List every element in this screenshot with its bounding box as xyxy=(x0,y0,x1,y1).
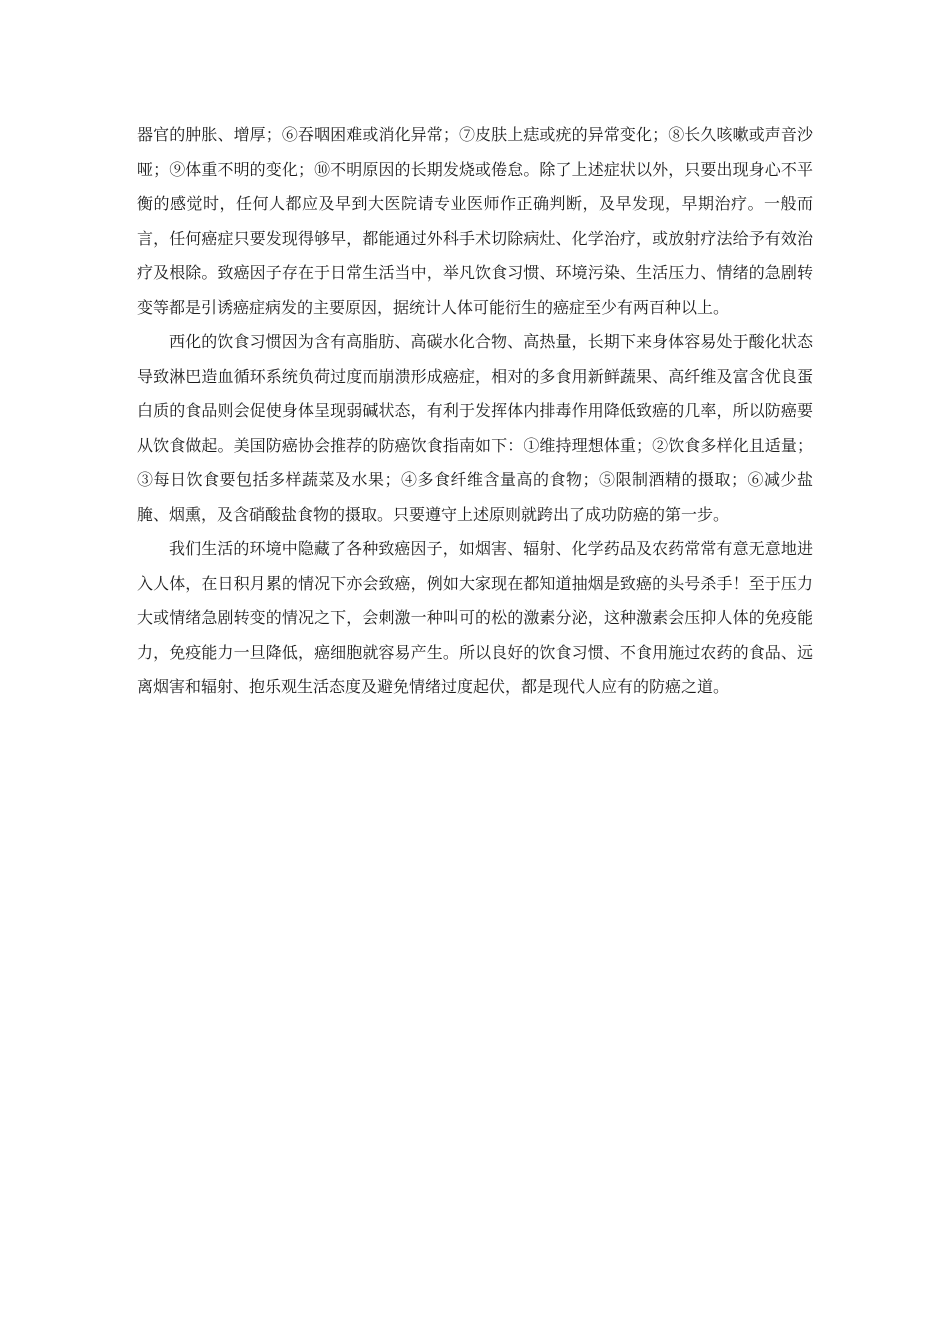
document-page xyxy=(137,118,813,705)
paragraph-environment: 我们生活的环境中隐藏了各种致癌因子，如烟害、辐射、化学药品及农药常常有意无意地进入人体，在日积月累的情况下亦会致癌，例如大家现在都知道抽烟是致癌的头号杀手！至于压力大或情绪急剧转变的情况之下，会刺激一种叫可的松的激素分泌，这种激素会压抑人体的免疫能力，免疫能力一旦降低，癌细胞就容易产生。所以良好的饮食习惯、不食用施过农药的食品、远离烟害和辐射、抱乐观生活态度及避免情绪过度起伏，都是现代人应有的防癌之道。 xyxy=(137,539,813,696)
paragraph-diet: 西化的饮食习惯因为含有高脂肪、高碳水化合物、高热量，长期下来身体容易处于酸化状态导致淋巴造血循环系统负荷过度而崩溃形成癌症，相对的多食用新鲜蔬果、高纤维及富含优良蛋白质的食品则会促使身体呈现弱碱状态，有利于发挥体内排毒作用降低致癌的几率，所以防癌要从饮食做起。美国防癌协会推荐的防癌饮食指南如下：①维持理想体重；②饮食多样化且适量；③每日饮食要包括多样蔬菜及水果；④多食纤维含量高的食物；⑤限制酒精的摄取；⑥减少盐腌、烟熏，及含硝酸盐食物的摄取。只要遵守上述原则就跨出了成功防癌的第一步。 xyxy=(137,332,813,524)
paragraph-symptoms: 器官的肿胀、增厚；⑥吞咽困难或消化异常；⑦皮肤上痣或疣的异常变化；⑧长久咳嗽或声音沙哑；⑨体重不明的变化；⑩不明原因的长期发烧或倦怠。除了上述症状以外，只要出现身心不平衡的感觉时，任何人都应及早到大医院请专业医师作正确判断，及早发现，早期治疗。一般而言，任何癌症只要发现得够早，都能通过外科手术切除病灶、化学治疗，或放射疗法给予有效治疗及根除。致癌因子存在于日常生活当中，举凡饮食习惯、环境污染、生活压力、情绪的急剧转变等都是引诱癌症病发的主要原因，据统计人体可能衍生的癌症至少有两百种以上。 xyxy=(137,125,813,317)
